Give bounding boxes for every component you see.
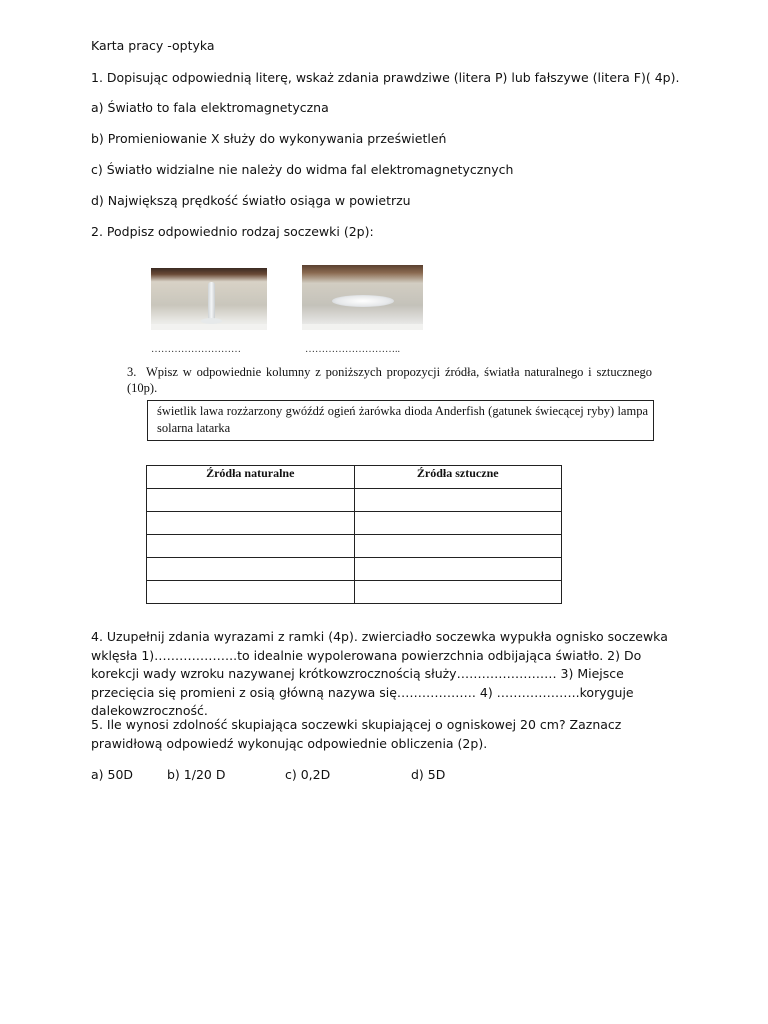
table-cell[interactable] <box>147 489 355 512</box>
header-natural-sources: Źródła naturalne <box>147 466 355 489</box>
lens-answer-blank-2[interactable]: ……………………….. <box>305 344 400 355</box>
table-cell[interactable] <box>147 558 355 581</box>
table-row <box>147 535 562 558</box>
table-cell[interactable] <box>147 535 355 558</box>
statement-d: d) Największą prędkość światło osiąga w powietrzu <box>91 193 411 208</box>
answer-option-c[interactable]: c) 0,2D <box>285 767 331 782</box>
table-row <box>147 512 562 535</box>
statement-a: a) Światło to fala elektromagnetyczna <box>91 100 329 115</box>
photo-bottom-edge <box>151 324 267 330</box>
table-cell[interactable] <box>354 581 562 604</box>
statement-c: c) Światło widzialne nie należy do widma fal elektromagnetycznych <box>91 162 514 177</box>
answer-option-a[interactable]: a) 50D <box>91 767 134 782</box>
table-cell[interactable] <box>354 558 562 581</box>
table-cell[interactable] <box>354 489 562 512</box>
table-cell[interactable] <box>147 581 355 604</box>
table-row <box>147 558 562 581</box>
word-box-text: świetlik lawa rozżarzony gwóźdź ogień żarówka dioda Anderfish (gatunek świecącej ryby) lampa solarna latarka <box>157 404 648 435</box>
table-cell[interactable] <box>354 535 562 558</box>
answer-option-d[interactable]: d) 5D <box>411 767 446 782</box>
lens-disc <box>332 295 394 307</box>
lens-photo-2 <box>302 265 423 330</box>
header-artificial-sources: Źródła sztuczne <box>354 466 562 489</box>
table-row <box>147 489 562 512</box>
word-box <box>147 400 654 441</box>
table-cell[interactable] <box>354 512 562 535</box>
question-2-text: 2. Podpisz odpowiednio rodzaj soczewki (2p): <box>91 224 374 239</box>
question-1-text: 1. Dopisując odpowiednią literę, wskaż zdania prawdziwe (litera P) lub fałszywe (litera F)( 4p). <box>91 70 680 85</box>
table-cell[interactable] <box>147 512 355 535</box>
light-sources-table <box>146 465 562 604</box>
lens-photo-1 <box>151 268 267 330</box>
photo-bottom-edge <box>302 324 423 330</box>
worksheet-title: Karta pracy -optyka <box>91 38 215 53</box>
question-3-text: Wpisz w odpowiednie kolumny z poniższych propozycji źródła, światła naturalnego i sztucznego (10p). <box>127 365 652 395</box>
question-4-text: 4. Uzupełnij zdania wyrazami z ramki (4p). zwierciadło soczewka wypukła ognisko soczewka wklęsła 1)………………..to idealnie wypolerowana powierzchnia odbijająca światło. 2) Do korekcji wady wzroku nazywanej krótkowzrocznością służy…………………… 3) Miejsce przecięcia się promieni z osią główną nazywa się………………. 4) ………………..koryguje dalekowzroczność. <box>91 629 668 719</box>
question-3-number: 3. <box>127 365 137 379</box>
question-5-text: 5. Ile wynosi zdolność skupiająca soczewki skupiającej o ogniskowej 20 cm? Zaznacz prawidłową odpowiedź wykonując odpowiednie obliczenia (2p). <box>91 717 622 751</box>
answer-option-b[interactable]: b) 1/20 D <box>167 767 226 782</box>
statement-b: b) Promieniowanie X służy do wykonywania prześwietleń <box>91 131 447 146</box>
question-3 <box>127 364 652 396</box>
table-row <box>147 581 562 604</box>
lens-answer-blank-1[interactable]: ……………………… <box>151 344 241 355</box>
